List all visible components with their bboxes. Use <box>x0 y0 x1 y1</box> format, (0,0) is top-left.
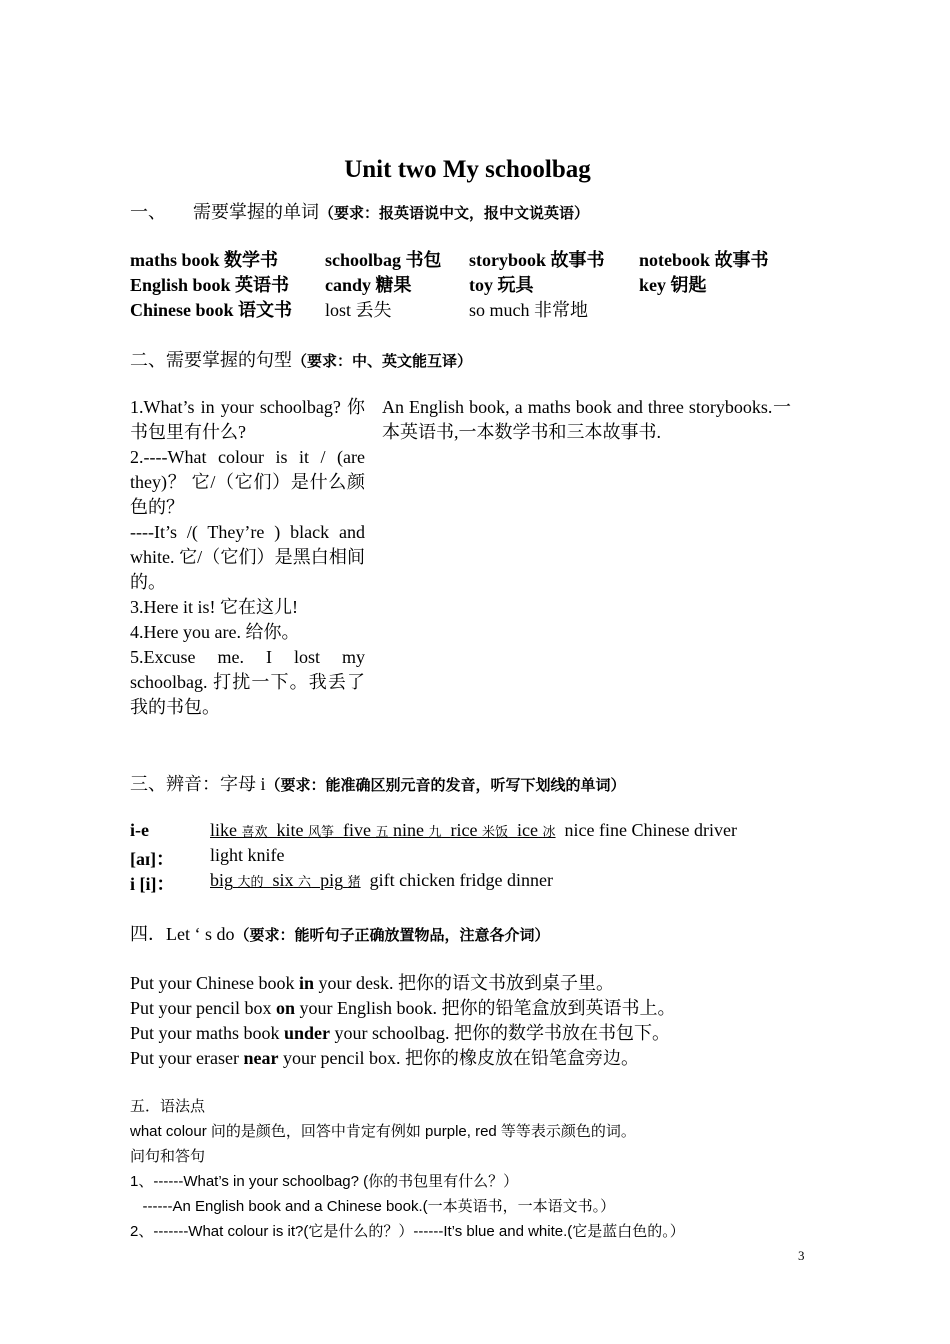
line-text: your schoolbag. 把你的数学书放在书包下。 <box>330 1023 671 1043</box>
line-text: Put your eraser <box>130 1048 244 1068</box>
word-zh: 大的 <box>237 874 264 889</box>
vocab-item: candy 糖果 <box>325 275 412 295</box>
word-en: like <box>210 820 237 840</box>
phonics-row-ie <box>130 820 792 845</box>
section2-requirement: （要求：中、英文能互译） <box>292 354 473 370</box>
word-en: big <box>210 870 234 890</box>
vocab-item: toy 玩具 <box>469 275 534 295</box>
sentence-pattern: 2.----What colour is it / (are they)？ 它/（它们）是什么颜色的？ <box>130 447 365 517</box>
grammar-line: ------An English book and a Chinese book.(一本英语书，一本语文书。） <box>130 1198 616 1215</box>
line-text: Put your maths book <box>130 1023 285 1043</box>
section5-heading: 五．语法点 <box>130 1098 206 1115</box>
preposition: in <box>299 973 315 993</box>
sentence-pattern: 4.Here you are. 给你。 <box>130 622 300 642</box>
word-zh: 喜欢 <box>241 824 268 839</box>
preposition: under <box>284 1023 331 1043</box>
word-en: rice <box>450 820 478 840</box>
vocab-item: English book 英语书 <box>130 275 290 295</box>
word-en: five <box>343 820 372 840</box>
sentence-pattern-answer: An English book, a maths book and three storybooks.一本英语书,一本数学书和三本故事书. <box>382 397 791 442</box>
sentence-pattern: ----It’s /( They’re ) black and white. 它/（它们）是黑白相间的。 <box>130 522 365 592</box>
phonics-rest: nice fine Chinese driver <box>564 820 737 840</box>
preposition: on <box>276 998 296 1018</box>
section1-heading <box>130 198 589 224</box>
lets-do-line <box>130 1019 670 1045</box>
preposition: near <box>243 1048 279 1068</box>
vocab-item: so much 非常地 <box>469 300 588 320</box>
line-text: Put your pencil box <box>130 998 276 1018</box>
phonics-words: light knife <box>210 845 285 865</box>
section2-heading-text: 二、需要掌握的句型 <box>130 350 292 370</box>
vocab-item: lost 丢失 <box>325 300 392 320</box>
sentence-patterns-left <box>130 395 365 720</box>
lets-do-line <box>130 1044 639 1070</box>
word-zh: 冰 <box>542 824 556 839</box>
line-text: your pencil box. 把你的橡皮放在铅笔盒旁边。 <box>278 1048 639 1068</box>
page-title: Unit two My schoolbag <box>344 156 591 183</box>
word-zh: 风筝 <box>308 824 335 839</box>
grammar-line: 1、------What’s in your schoolbag? (你的书包里有什么？） <box>130 1173 519 1190</box>
page-number: 3 <box>798 1248 805 1263</box>
word-en: ice <box>517 820 539 840</box>
section1-heading-text: 一、 需要掌握的单词 <box>130 202 319 222</box>
word-en: kite <box>276 820 304 840</box>
underlined-word <box>210 870 361 890</box>
lets-do-line <box>130 969 614 995</box>
word-zh: 九 <box>428 824 442 839</box>
word-zh: 米饭 <box>482 824 509 839</box>
section3-heading <box>130 770 626 796</box>
section2-heading <box>130 346 472 372</box>
word-zh: 六 <box>298 874 312 889</box>
vocab-item: Chinese book 语文书 <box>130 300 293 320</box>
sentence-pattern: 5.Excuse me. I lost my schoolbag. 打扰一下。我丢了我的书包。 <box>130 647 365 717</box>
word-zh: 猪 <box>347 874 361 889</box>
vocab-item: maths book 数学书 <box>130 250 279 270</box>
section4-heading-text: 四．Let ‘ s do <box>130 924 235 944</box>
phonics-rest: gift chicken fridge dinner <box>369 870 554 890</box>
vocab-item: storybook 故事书 <box>469 250 605 270</box>
word-en: six <box>272 870 294 890</box>
underlined-word <box>210 820 556 840</box>
lets-do-line <box>130 994 676 1020</box>
grammar-line: 2、-------What colour is it?(它是什么的？）------It’s blue and white.(它是蓝白色的。） <box>130 1223 685 1240</box>
vocab-item: notebook 故事书 <box>639 250 769 270</box>
grammar-line: what colour 问的是颜色，回答中肯定有例如 purple, red 等等表示颜色的词。 <box>130 1123 636 1140</box>
word-zh: 五 <box>375 824 389 839</box>
section4-requirement: （要求：能听句子正确放置物品，注意各介词） <box>234 928 550 944</box>
sentence-pattern: 1.What’s in your schoolbag? 你书包里有什么? <box>130 397 365 442</box>
vocab-item: key 钥匙 <box>639 275 707 295</box>
section1-requirement: （要求：报英语说中文，报中文说英语） <box>319 206 590 222</box>
phonics-words <box>210 870 553 891</box>
line-text: Put your Chinese book <box>130 973 299 993</box>
phonics-words <box>210 820 737 841</box>
word-en: nine <box>393 820 425 840</box>
section4-heading <box>130 920 550 946</box>
phonics-label: i [i]： <box>130 874 175 894</box>
phonics-label: i-e <box>130 820 149 840</box>
sentence-patterns-right <box>382 395 791 445</box>
word-en: pig <box>320 870 344 890</box>
vocab-item: schoolbag 书包 <box>325 250 442 270</box>
phonics-label: [aɪ]： <box>130 849 175 869</box>
section3-requirement: （要求：能准确区别元音的发音，听写下划线的单词） <box>265 778 626 794</box>
sentence-pattern: 3.Here it is! 它在这儿! <box>130 597 298 617</box>
grammar-line: 问句和答句 <box>130 1148 206 1165</box>
line-text: your English book. 把你的铅笔盒放到英语书上。 <box>295 998 676 1018</box>
section3-heading-text: 三、辨音：字母 i <box>130 774 266 794</box>
line-text: your desk. 把你的语文书放到桌子里。 <box>314 973 615 993</box>
